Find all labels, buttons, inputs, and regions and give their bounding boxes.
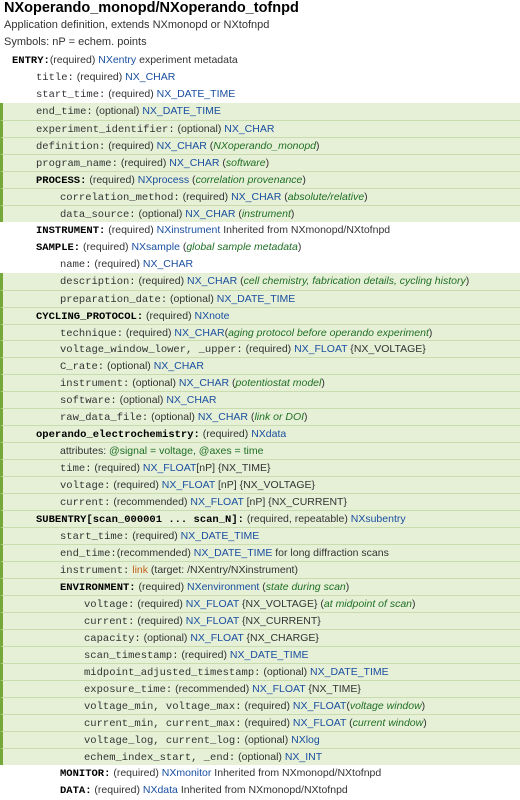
schema-entry <box>36 103 221 121</box>
field-text: Inherited from NXmonopd/NXtofnpd <box>177 783 348 796</box>
field-text: ) <box>364 190 368 203</box>
field-text: (optional) <box>135 207 186 220</box>
field-text: ) <box>302 173 306 186</box>
schema-row <box>0 731 520 748</box>
field-name: experiment_identifier: <box>36 123 175 136</box>
field-text: (required) <box>86 173 138 186</box>
type-link[interactable]: NXentry <box>98 54 137 66</box>
type-link[interactable]: NXsample <box>131 240 180 253</box>
field-text: ) <box>297 240 302 253</box>
field-name: midpoint_adjusted_timestamp: <box>84 666 261 679</box>
field-name: technique: <box>60 327 124 340</box>
field-text: ) <box>321 377 325 390</box>
schema-row <box>0 612 520 629</box>
note-text: link or DOI <box>254 411 305 424</box>
schema-row <box>0 408 520 425</box>
schema-row <box>0 340 520 357</box>
field-name: echem_index_start, _end: <box>84 751 236 764</box>
field-text: ( <box>346 716 353 729</box>
type-link[interactable]: NX_DATE_TIME <box>229 648 309 661</box>
field-text: {NX_VOLTAGE} <box>347 343 426 356</box>
field-text: (optional) <box>167 292 217 305</box>
type-link[interactable]: NXnote <box>194 309 230 322</box>
schema-row <box>0 86 520 103</box>
field-text: (required) <box>117 156 170 169</box>
field-name: instrument: <box>60 565 130 578</box>
field-name: raw_data_file: <box>60 412 149 425</box>
schema-row <box>0 476 520 493</box>
note-text: potentiostat model <box>235 377 322 390</box>
type-link[interactable]: NX_FLOAT <box>294 343 348 356</box>
field-text: (required) <box>123 326 175 339</box>
schema-row <box>0 595 520 612</box>
field-text: (optional) <box>104 360 154 373</box>
type-link[interactable]: NX_CHAR <box>185 207 236 220</box>
schema-row <box>0 629 520 646</box>
schema-row <box>0 357 520 374</box>
field-name: INSTRUMENT: <box>36 224 106 237</box>
schema-row <box>0 154 520 171</box>
type-link[interactable]: NX_INT <box>284 750 323 763</box>
field-text: (optional) <box>129 377 179 390</box>
field-text: ) <box>421 699 426 712</box>
field-text: for long diffraction scans <box>272 547 389 560</box>
schema-row <box>0 544 520 561</box>
field-text: Inherited from NXmonopd/NXtofnpd <box>220 223 391 236</box>
type-link[interactable]: NX_FLOAT <box>185 598 240 610</box>
field-text: ( <box>248 411 255 424</box>
schema-entry <box>60 782 348 800</box>
field-name: end_time: <box>60 548 117 561</box>
field-text: ( <box>219 156 226 169</box>
field-text: {NX_CURRENT} <box>239 614 321 627</box>
type-link[interactable]: NX_CHAR <box>231 190 282 203</box>
type-link[interactable]: NXsubentry <box>350 513 406 526</box>
field-text: ) <box>423 716 427 729</box>
type-link[interactable]: NX_FLOAT <box>292 699 347 712</box>
note-text: instrument <box>241 207 291 220</box>
schema-row <box>0 663 520 680</box>
note-text: at midpoint of scan <box>323 598 413 610</box>
field-text: (optional) <box>260 665 311 678</box>
field-text: (optional) <box>116 394 167 407</box>
field-name: correlation_method: <box>60 191 180 204</box>
field-name: start_time: <box>60 531 130 544</box>
field-text: {NX_TIME} <box>305 682 361 695</box>
schema-row <box>0 256 520 273</box>
field-name: definition: <box>36 140 106 153</box>
field-name: voltage: <box>60 480 111 493</box>
schema-row <box>0 765 520 782</box>
schema-row <box>0 273 520 290</box>
schema-row <box>0 442 520 459</box>
field-text: ) <box>290 207 295 220</box>
link-keyword: link <box>132 564 148 577</box>
field-name: operando_electrochemistry: <box>36 429 200 442</box>
field-text: (optional) <box>174 122 225 135</box>
type-link[interactable]: NX_CHAR <box>178 377 230 390</box>
field-text: ( <box>179 240 187 253</box>
type-link[interactable]: NXdata <box>251 428 287 441</box>
field-text: ( <box>259 581 266 594</box>
type-link[interactable]: NXenvironment <box>186 581 260 594</box>
schema-row <box>0 222 520 239</box>
field-name: software: <box>60 395 117 408</box>
schema-entry <box>36 86 235 104</box>
field-name: CYCLING_PROTOCOL: <box>36 310 144 323</box>
type-link[interactable]: NX_FLOAT <box>190 496 244 509</box>
field-name: description: <box>60 275 136 288</box>
field-text: ) <box>428 326 433 339</box>
field-text: ( <box>224 326 229 339</box>
field-name: voltage_window_lower, _upper: <box>60 344 243 357</box>
field-name: voltage_min, voltage_max: <box>84 700 242 713</box>
field-text: (required) <box>105 223 157 236</box>
field-text: {NX_VOLTAGE} ( <box>239 598 324 610</box>
field-text: (recommended) <box>116 547 194 560</box>
field-text: (required) <box>135 274 187 287</box>
field-text: (optional) <box>148 411 198 424</box>
schema-entry <box>60 256 193 274</box>
type-link[interactable]: NX_DATE_TIME <box>156 87 236 100</box>
type-link[interactable]: NX_FLOAT <box>292 716 347 729</box>
field-text: ( <box>346 699 350 712</box>
schema-row <box>0 646 520 663</box>
field-name: name: <box>60 258 92 271</box>
schema-entry <box>36 222 390 240</box>
note-text: state during scan <box>265 581 346 594</box>
field-text: (required) <box>134 614 186 627</box>
field-text: (required) <box>110 479 162 492</box>
field-name: SAMPLE: <box>36 241 81 254</box>
field-name: PROCESS: <box>36 174 87 187</box>
type-link[interactable]: NX_CHAR <box>156 139 207 152</box>
field-name: end_time: <box>36 105 93 118</box>
field-text: (optional) <box>92 104 143 117</box>
note-text: cell chemistry, fabrication details, cycling history <box>243 274 466 287</box>
field-text: ( <box>281 190 288 203</box>
field-text: (required) <box>143 309 195 322</box>
field-name: scan_timestamp: <box>84 649 179 662</box>
field-name: time: <box>60 463 92 476</box>
schema-row <box>0 103 520 120</box>
note-text: software <box>225 156 266 169</box>
field-text: (required) <box>178 648 230 661</box>
type-link[interactable]: NX_DATE_TIME <box>142 104 221 117</box>
field-name: MONITOR: <box>60 767 111 780</box>
field-text: ) <box>316 139 320 152</box>
field-text: (required) <box>129 530 181 543</box>
schema-row <box>0 697 520 714</box>
schema-row <box>0 748 520 765</box>
schema-row <box>0 188 520 205</box>
type-link[interactable]: NXlog <box>291 733 320 746</box>
field-name: ENTRY: <box>12 55 50 67</box>
field-text: ) <box>465 274 470 287</box>
note-text: aging protocol before operando experiment <box>228 326 429 339</box>
schema-entry <box>60 273 469 291</box>
note-text: NXoperando_monopd <box>213 139 317 152</box>
field-text: ) <box>412 598 416 610</box>
type-link[interactable]: NXprocess <box>137 173 190 186</box>
type-link[interactable]: NX_CHAR <box>125 70 176 83</box>
schema-entry <box>60 443 263 460</box>
schema-row <box>0 69 520 86</box>
type-link[interactable]: NX_CHAR <box>169 156 220 169</box>
field-name: instrument: <box>60 378 130 391</box>
field-name: voltage: <box>84 599 135 611</box>
type-link[interactable]: NX_FLOAT <box>190 631 244 644</box>
schema-row <box>0 578 520 595</box>
field-text: (required) <box>49 54 99 66</box>
field-text: (target: /NXentry/NXinstrument) <box>148 564 298 577</box>
schema-row <box>0 527 520 544</box>
field-text: (required, repeatable) <box>243 513 351 526</box>
field-text: (required) <box>105 139 157 152</box>
field-text: Inherited from NXmonopd/NXtofnpd <box>211 766 382 779</box>
type-link[interactable]: NX_FLOAT <box>142 462 197 475</box>
field-text: (required) <box>91 462 143 475</box>
field-text: (required) <box>105 87 157 100</box>
field-name: exposure_time: <box>84 683 173 696</box>
schema-row <box>0 205 520 222</box>
note-text: correlation provenance <box>195 173 303 186</box>
field-text: attributes: <box>60 445 110 458</box>
field-text: (required) <box>91 783 143 796</box>
page-title: NXoperando_monopd/NXoperando_tofnpd <box>4 0 299 16</box>
field-text: (required) <box>135 581 187 594</box>
schema-row <box>0 307 520 324</box>
field-text: (recommended) <box>172 682 253 695</box>
field-text: ( <box>229 377 236 390</box>
field-text: (required) <box>241 699 293 712</box>
field-text: (required) <box>91 257 143 270</box>
type-link[interactable]: NX_CHAR <box>224 122 275 135</box>
schema-entry <box>36 239 301 257</box>
note-text: current window <box>352 716 424 729</box>
schema-row <box>0 714 520 731</box>
type-link[interactable]: NXdata <box>142 783 178 796</box>
field-text: (required) <box>80 240 132 253</box>
field-name: data_source: <box>60 208 136 221</box>
schema-entry <box>60 765 381 783</box>
type-link[interactable]: NX_CHAR <box>186 274 238 287</box>
field-text: (required) <box>179 190 232 203</box>
type-link[interactable]: NX_CHAR <box>174 326 225 339</box>
attribute-text: @signal = voltage, @axes = time <box>109 445 264 458</box>
note-text: absolute/relative <box>287 190 365 203</box>
field-name: current: <box>60 497 111 510</box>
type-link[interactable]: NXmonitor <box>161 766 212 779</box>
schema-entry <box>36 69 175 87</box>
field-text: (optional) <box>241 733 292 746</box>
schema-row <box>0 493 520 510</box>
field-text: [nP] {NX_CURRENT} <box>243 496 347 509</box>
schema-row <box>0 561 520 578</box>
field-text: (required) <box>110 766 162 779</box>
type-link[interactable]: NX_FLOAT <box>252 682 306 695</box>
type-link[interactable]: NX_CHAR <box>142 257 194 270</box>
type-link[interactable]: NX_DATE_TIME <box>180 530 260 543</box>
field-text: (required) <box>241 716 293 729</box>
field-name: current: <box>84 615 135 628</box>
field-text: [nP] {NX_TIME} <box>196 462 271 475</box>
field-text: ( <box>189 173 196 186</box>
field-text: (required) <box>199 428 252 441</box>
schema-row <box>0 239 520 256</box>
schema-row <box>0 324 520 341</box>
field-name: current_min, current_max: <box>84 717 242 730</box>
field-name: capacity: <box>84 632 141 645</box>
schema-row <box>0 120 520 137</box>
field-text: (optional) <box>140 631 191 644</box>
type-link[interactable]: NX_CHAR <box>153 360 204 373</box>
note-text: voltage window <box>349 699 422 712</box>
type-link[interactable]: NX_CHAR <box>197 411 249 424</box>
field-text: ( <box>237 274 244 287</box>
schema-tree <box>0 52 520 799</box>
field-text: (optional) <box>235 750 285 763</box>
field-text: ( <box>206 139 214 152</box>
type-link[interactable]: NX_CHAR <box>166 394 217 407</box>
type-link[interactable]: NX_DATE_TIME <box>193 547 273 560</box>
symbols-line: Symbols: nP = echem. points <box>4 36 147 48</box>
field-text: ) <box>265 156 270 169</box>
schema-entry <box>12 52 238 70</box>
schema-row <box>0 680 520 697</box>
field-name: ENVIRONMENT: <box>60 582 136 595</box>
field-name: SUBENTRY[scan_000001 ... scan_N]: <box>36 514 244 527</box>
field-text: [nP] {NX_VOLTAGE} <box>215 479 316 492</box>
schema-row <box>0 137 520 154</box>
field-text: ( <box>235 207 242 220</box>
schema-row <box>0 782 520 799</box>
field-name: C_rate: <box>60 361 105 374</box>
field-text: (required) <box>134 598 186 610</box>
field-name: preparation_date: <box>60 293 168 306</box>
type-link[interactable]: NX_FLOAT <box>161 479 216 492</box>
field-name: voltage_log, current_log: <box>84 734 242 747</box>
schema-row <box>0 391 520 408</box>
field-text: (required) <box>242 343 295 356</box>
schema-row <box>0 290 520 307</box>
field-name: start_time: <box>36 88 106 101</box>
field-text: experiment metadata <box>136 54 238 66</box>
schema-row <box>0 171 520 188</box>
type-link[interactable]: NX_FLOAT <box>185 614 240 627</box>
field-name: title: <box>36 71 74 84</box>
type-link[interactable]: NXinstrument <box>156 223 221 236</box>
note-text: global sample metadata <box>186 240 298 253</box>
type-link[interactable]: NX_DATE_TIME <box>310 665 389 678</box>
field-name: program_name: <box>36 157 118 170</box>
schema-row <box>0 510 520 527</box>
field-text: ) <box>304 411 308 424</box>
description-line: Application definition, extends NXmonopd or NXtofnpd <box>4 19 270 31</box>
field-text: {NX_CHARGE} <box>243 631 319 644</box>
schema-row <box>0 459 520 476</box>
field-text: (recommended) <box>110 496 191 509</box>
schema-row <box>0 52 520 69</box>
schema-row <box>0 374 520 391</box>
field-name: DATA: <box>60 784 92 797</box>
field-text: (required) <box>73 70 126 83</box>
field-text: ) <box>345 581 350 594</box>
schema-row <box>0 425 520 442</box>
type-link[interactable]: NX_DATE_TIME <box>216 292 296 305</box>
